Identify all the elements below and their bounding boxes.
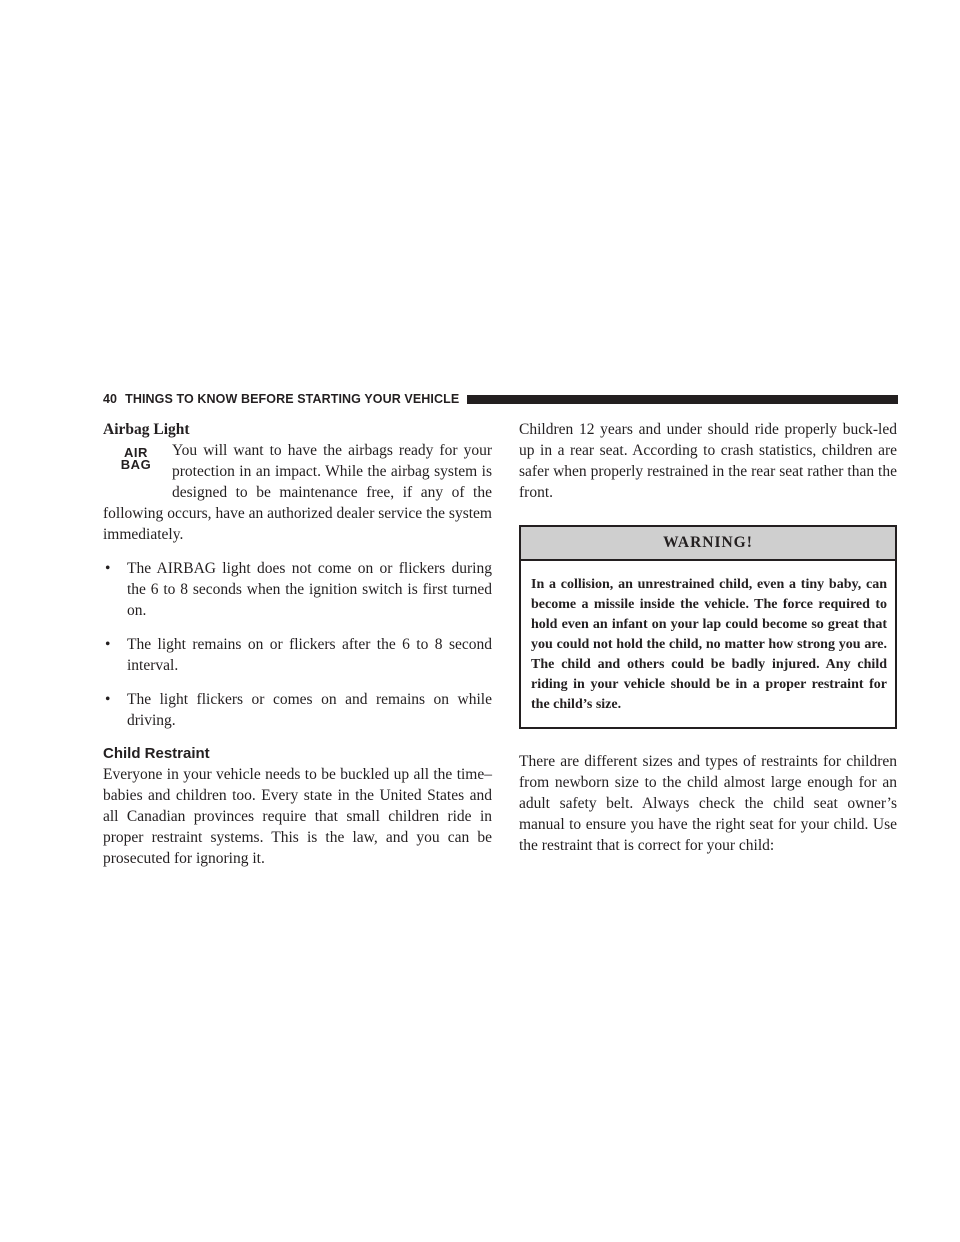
page-header [103, 389, 898, 409]
left-column [103, 419, 492, 869]
airbag-icon-line1: AIR [124, 445, 148, 460]
airbag-intro-paragraph: You will want to have the airbags ready for your protection in an impact. While the airbag system is designed to be maintenance free, if any of the following occurs, have an authorized dealer service the system immediately. [103, 442, 492, 543]
bullet-icon: • [105, 691, 111, 708]
section-title: THINGS TO KNOW BEFORE STARTING YOUR VEHICLE [125, 392, 460, 406]
bullet-icon: • [105, 560, 111, 577]
list-item: • The light flickers or comes on and remains on while driving. [105, 691, 492, 729]
header-rule [467, 395, 898, 404]
airbag-conditions-list [103, 558, 492, 731]
list-item: • The light remains on or flickers after the 6 to 8 second interval. [105, 636, 492, 674]
warning-box [519, 525, 897, 729]
warning-text: In a collision, an unrestrained child, even a tiny baby, can become a missile inside the vehicle. The force required to hold even an infant on your lap could become so great that you could not hold the child, no matter how strong you are. The child and others could be badly injured. Any child riding in your vehicle should be in a proper restraint for the child’s size. [531, 577, 887, 712]
bullet-icon: • [105, 636, 111, 653]
list-item: • The AIRBAG light does not come on or flickers during the 6 to 8 seconds when the ignition switch is first turned on. [105, 560, 492, 619]
child-restraint-paragraph: Everyone in your vehicle needs to be buckled up all the time– babies and children too. Every state in the United States and all Canadian provinces require that small children ride in proper restraint systems. This is the law, and you can be prosecuted for ignoring it. [103, 766, 492, 867]
airbag-light-heading: Airbag Light [103, 421, 190, 438]
child-restraint-heading: Child Restraint [103, 745, 210, 762]
airbag-warning-icon [116, 447, 156, 471]
airbag-light-section [103, 419, 492, 545]
airbag-icon-line2: BAG [120, 457, 152, 472]
rear-seat-paragraph: Children 12 years and under should ride properly buck-led up in a rear seat. According to crash statistics, children are safer when properly restrained in the rear seat rather than the front. [519, 421, 897, 501]
restraint-sizes-paragraph: There are different sizes and types of restraints for children from newborn size to the child almost large enough for an adult safety belt. Always check the child seat owner’s manual to ensure you have the right seat for your child. Use the restraint that is correct for your child: [519, 753, 897, 854]
page-number: 40 [103, 392, 118, 406]
right-column [519, 419, 897, 856]
warning-title: WARNING! [521, 527, 895, 561]
